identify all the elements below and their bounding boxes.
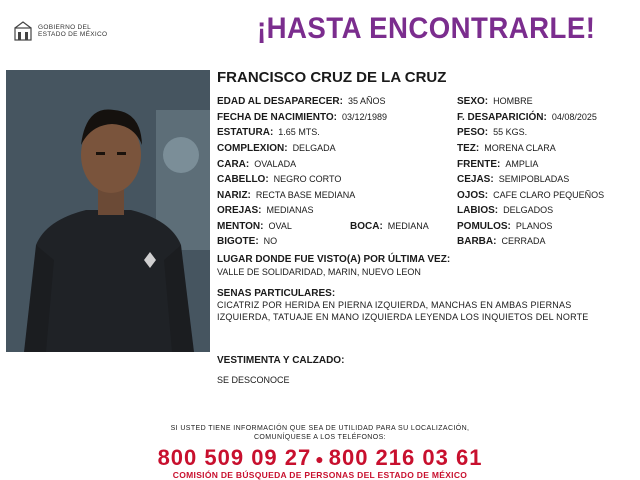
field-peso <box>457 127 527 138</box>
label-nariz: NARIZ: <box>217 190 251 201</box>
label-boca: BOCA: <box>350 221 383 232</box>
vestimenta-label: VESTIMENTA Y CALZADO: <box>217 355 345 366</box>
phone-numbers <box>0 445 640 471</box>
label-cara: CARA: <box>217 159 250 170</box>
value-peso: 55 KGS. <box>493 127 528 137</box>
value-orejas: MEDIANAS <box>266 205 314 215</box>
lugar-value: VALLE DE SOLIDARIDAD, MARIN, NUEVO LEON <box>217 267 421 277</box>
value-complexion: DELGADA <box>292 143 336 153</box>
field-boca <box>350 221 429 232</box>
value-menton: OVAL <box>268 221 292 231</box>
field-orejas <box>217 205 313 216</box>
label-cabello: CABELLO: <box>217 174 269 185</box>
value-bigote: NO <box>263 236 278 246</box>
value-frente: AMPLIA <box>505 159 539 169</box>
label-desaparicion: F. DESAPARICIÓN: <box>457 112 547 123</box>
label-sexo: SEXO: <box>457 96 489 107</box>
label-tez: TEZ: <box>457 143 480 154</box>
logo-line-2: ESTADO DE MÉXICO <box>38 31 108 38</box>
vestimenta-value: SE DESCONOCE <box>217 375 290 385</box>
field-cabello <box>217 174 341 185</box>
field-desaparicion <box>457 112 597 123</box>
field-ojos <box>457 190 604 201</box>
value-estatura: 1.65 MTS. <box>278 127 320 137</box>
field-cara <box>217 159 296 170</box>
field-barba <box>457 236 545 247</box>
field-edad <box>217 96 385 107</box>
label-peso: PESO: <box>457 127 489 138</box>
value-sexo: HOMBRE <box>493 96 533 106</box>
label-menton: MENTON: <box>217 221 264 232</box>
bullet-separator: ● <box>315 451 325 468</box>
field-complexion <box>217 143 336 154</box>
senas-label: SENAS PARTICULARES: <box>217 288 336 299</box>
label-edad: EDAD AL DESAPARECER: <box>217 96 343 107</box>
value-nariz: RECTA BASE MEDIANA <box>255 190 356 200</box>
label-orejas: OREJAS: <box>217 205 262 216</box>
label-bigote: BIGOTE: <box>217 236 259 247</box>
person-name: FRANCISCO CRUZ DE LA CRUZ <box>217 69 447 86</box>
label-frente: FRENTE: <box>457 159 501 170</box>
label-ojos: OJOS: <box>457 190 489 201</box>
field-estatura <box>217 127 320 138</box>
state-emblem-icon <box>12 20 34 42</box>
field-bigote <box>217 236 277 247</box>
field-sexo <box>457 96 533 107</box>
info-line-1: SI USTED TIENE INFORMACIÓN QUE SEA DE UTILIDAD PARA SU LOCALIZACIÓN, <box>170 425 470 432</box>
label-nacimiento: FECHA DE NACIMIENTO: <box>217 112 337 123</box>
field-frente <box>457 159 538 170</box>
field-nariz <box>217 190 355 201</box>
label-complexion: COMPLEXION: <box>217 143 288 154</box>
headline: ¡HASTA ENCONTRARLE! <box>257 12 596 45</box>
field-nacimiento <box>217 112 387 123</box>
label-labios: LABIOS: <box>457 205 499 216</box>
field-tez <box>457 143 556 154</box>
label-barba: BARBA: <box>457 236 497 247</box>
commission-name: COMISIÓN DE BÚSQUEDA DE PERSONAS DEL ESTADO DE MÉXICO <box>172 470 468 480</box>
senas-value: CICATRIZ POR HERIDA EN PIERNA IZQUIERDA, MANCHAS EN AMBAS PIERNAS IZQUIERDA, TATUAJE EN MANO IZQUIERDA LEYENDA LOS INQUIETOS DEL NORTE <box>217 300 589 322</box>
value-desaparicion: 04/08/2025 <box>551 112 597 122</box>
value-pomulos: PLANOS <box>515 221 553 231</box>
field-labios <box>457 205 553 216</box>
value-labios: DELGADOS <box>503 205 554 215</box>
info-line-2: COMUNÍQUESE A LOS TELÉFONOS: <box>253 434 387 441</box>
field-cejas <box>457 174 569 185</box>
logo-line-1: GOBIERNO DEL <box>38 24 92 31</box>
value-cara: OVALADA <box>254 159 297 169</box>
value-cabello: NEGRO CORTO <box>273 174 342 184</box>
label-estatura: ESTATURA: <box>217 127 274 138</box>
value-cejas: SEMIPOBLADAS <box>498 174 570 184</box>
value-tez: MORENA CLARA <box>484 143 556 153</box>
government-logo <box>12 20 107 42</box>
value-boca: MEDIANA <box>387 221 429 231</box>
value-ojos: CAFE CLARO PEQUEÑOS <box>493 190 605 200</box>
person-photo-illustration <box>6 70 210 352</box>
value-barba: CERRADA <box>501 236 546 246</box>
label-pomulos: POMULOS: <box>457 221 511 232</box>
value-nacimiento: 03/12/1989 <box>342 112 388 122</box>
field-pomulos <box>457 221 552 232</box>
value-edad: 35 AÑOS <box>347 96 386 106</box>
lugar-label: LUGAR DONDE FUE VISTO(A) POR ÚLTIMA VEZ: <box>217 254 451 265</box>
label-cejas: CEJAS: <box>457 174 494 185</box>
missing-person-photo <box>6 70 210 352</box>
phone-1: 800 509 09 27 <box>157 445 312 470</box>
phone-2: 800 216 03 61 <box>328 445 483 470</box>
field-menton <box>217 221 292 232</box>
